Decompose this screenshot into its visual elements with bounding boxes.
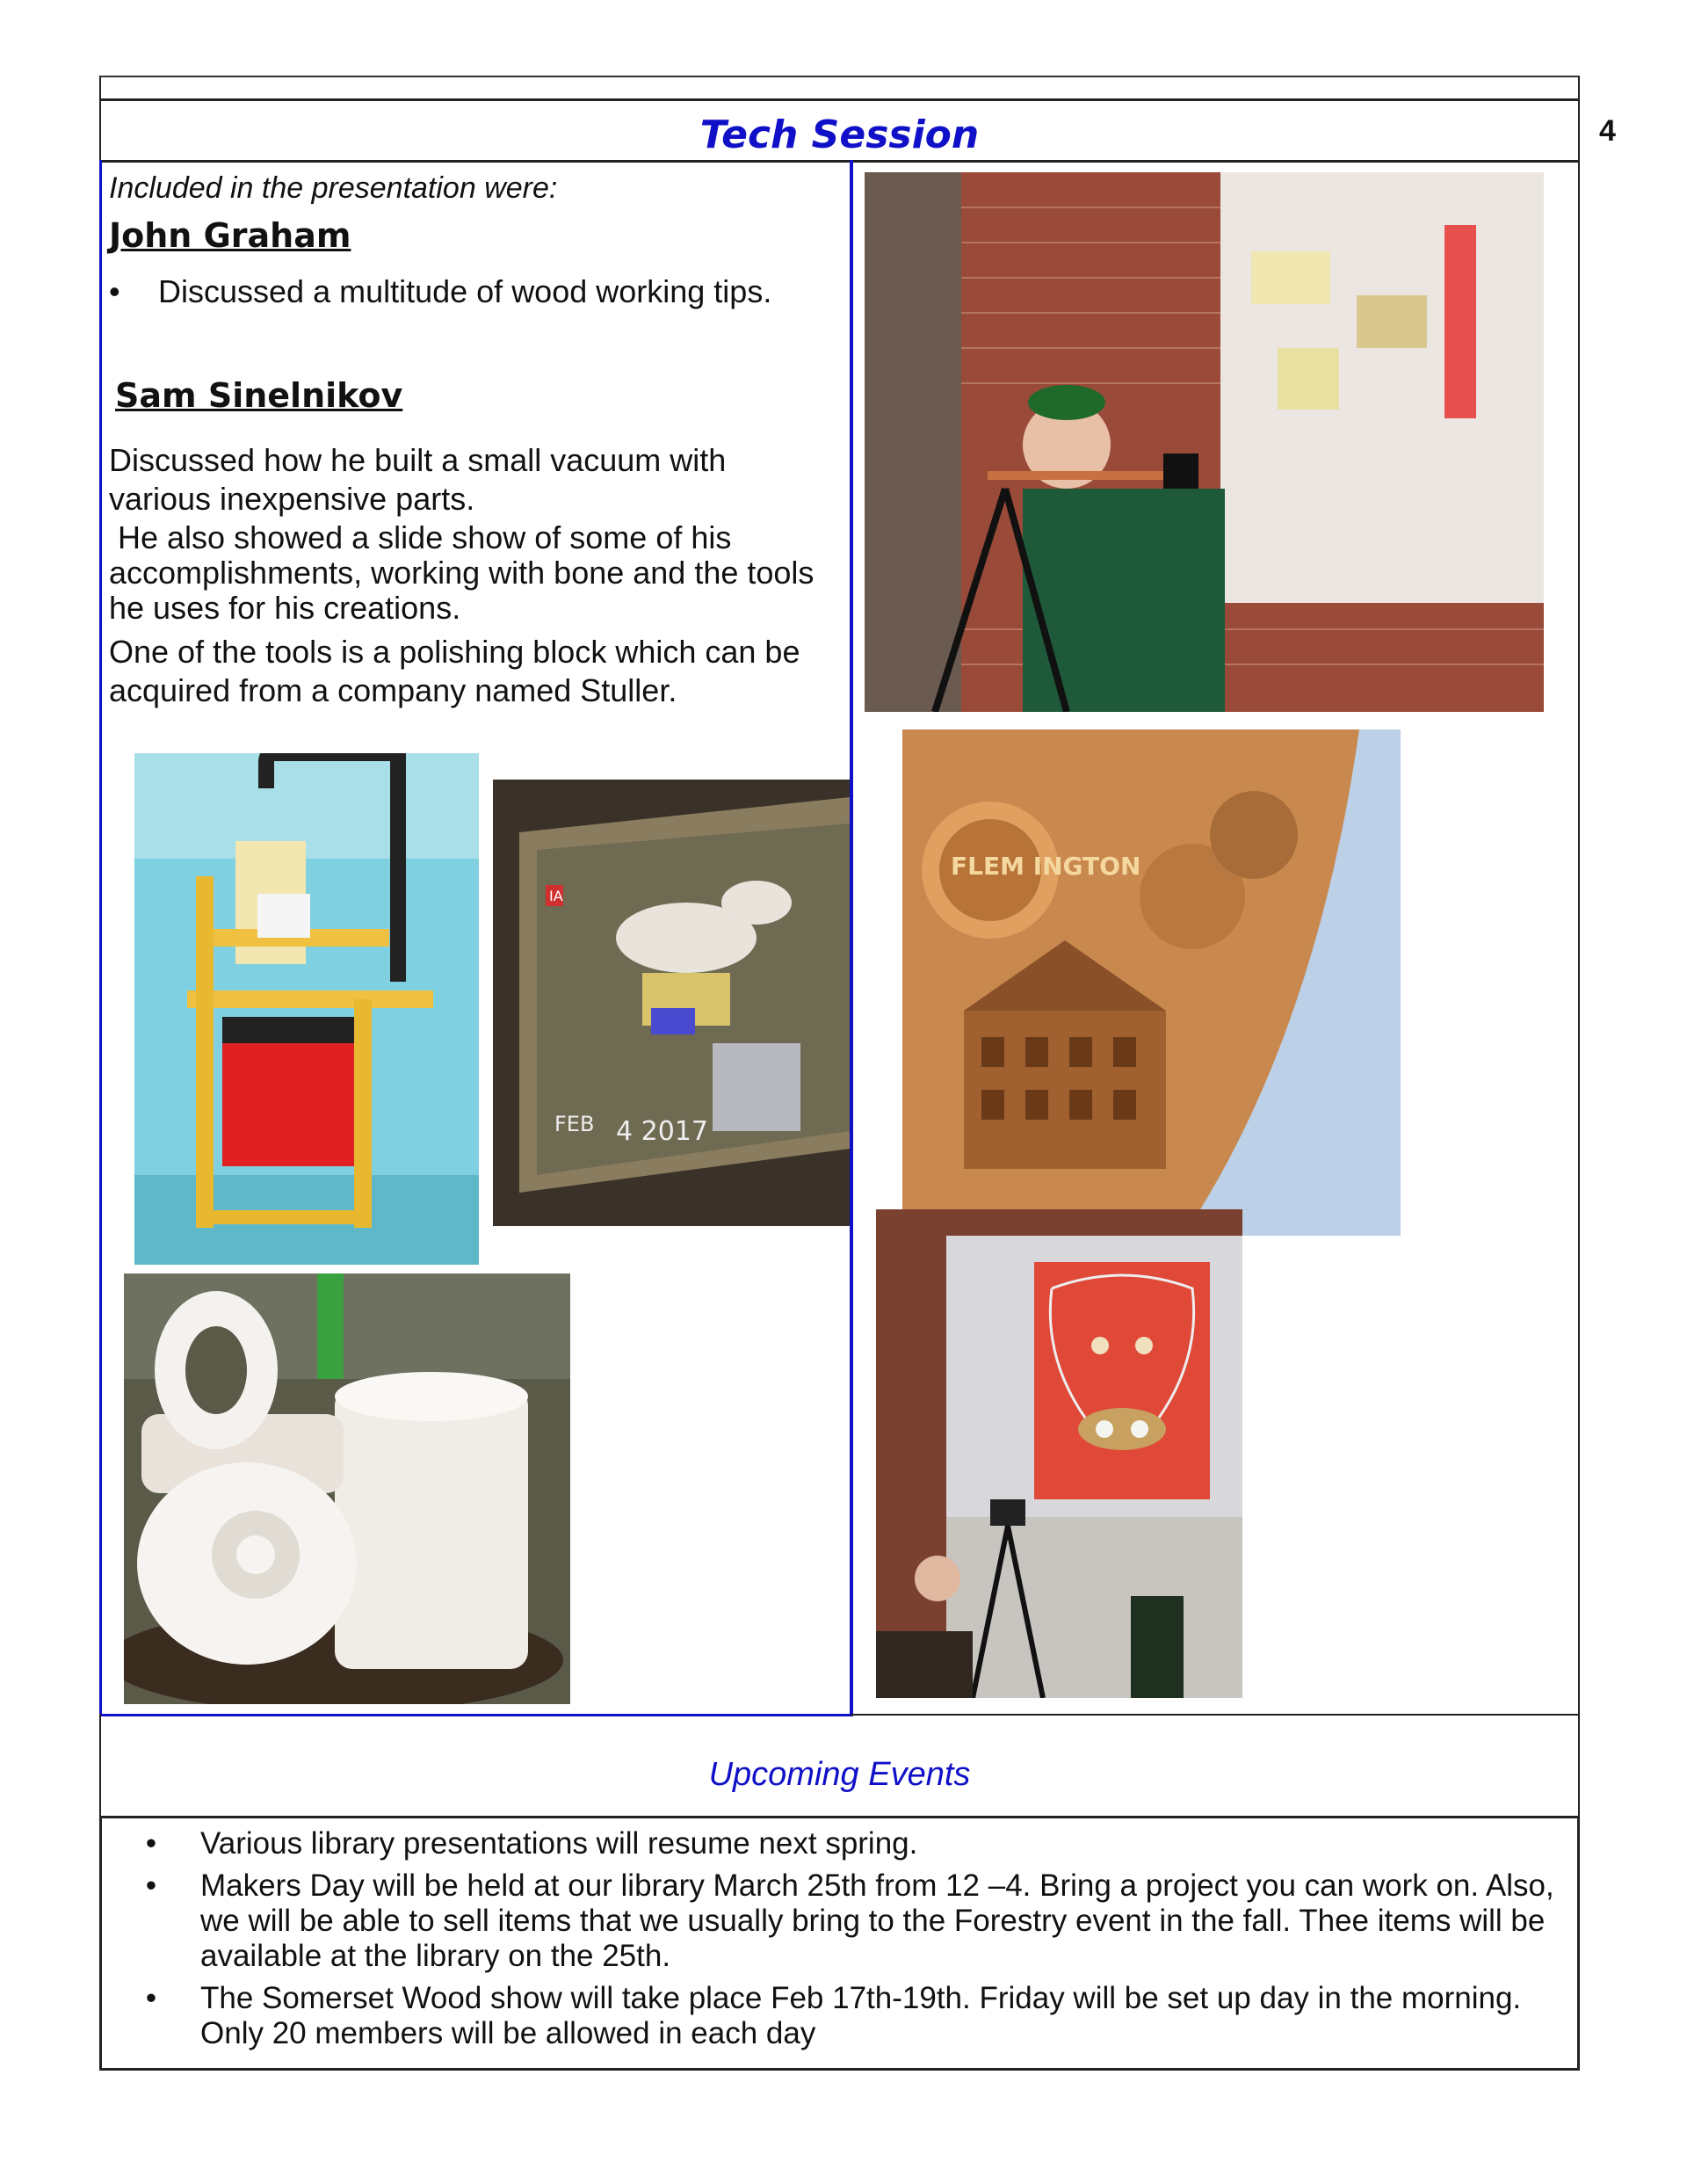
presenter-name-john-graham: John Graham [109, 216, 351, 255]
event-text: Various library presentations will resume next spring. [200, 1826, 918, 1861]
column-divider [850, 160, 853, 1716]
sam-paragraph-1: Discussed how he built a small vacuum with various inexpensive parts. [109, 442, 727, 517]
right-column-border [1578, 160, 1580, 1716]
left-column-border-bottom [99, 1714, 853, 1716]
presenter-name-sam-sinelnikov: Sam Sinelnikov [115, 376, 403, 415]
right-column-border-bottom [851, 1714, 1580, 1716]
sam-paragraph-2: He also showed a slide show of some of his accomplishments, working with bone and the tools he uses for his creations. [109, 519, 815, 626]
top-frame-line-2 [99, 98, 1580, 101]
photo-bone-carvings [124, 1273, 570, 1704]
event-text: The Somerset Wood show will take place Feb 17th-19th. Friday will be set up day in the morning. Only 20 members will be allowed in each day [200, 1981, 1522, 2050]
photo-vacuum-cart [134, 753, 479, 1265]
bullet-dot: • [109, 273, 120, 309]
event-text: Makers Day will be held at our library March 25th from 12 –4. Bring a project you can work on. Also, we will be able to sell items that we usually bring to the Forestry event in the fall. Thee items will be available at the library on the 25th. [200, 1868, 1554, 1973]
intro-text: Included in the presentation were: [109, 171, 558, 205]
photo-presenter [865, 172, 1544, 712]
page-number: 4 [1599, 114, 1616, 148]
event-item [102, 1826, 1560, 1861]
slide-badge: IA [549, 888, 563, 904]
bullet-dot: • [145, 1826, 157, 1861]
plaque-text: FLEM INGTON [951, 852, 1141, 881]
slide-caption-date: 4 2017 [616, 1116, 708, 1147]
event-item [102, 1868, 1560, 1974]
sam-paragraph-3: One of the tools is a polishing block which can be acquired from a company named Stuller. [109, 634, 800, 708]
slide-caption-month: FEB [554, 1112, 595, 1136]
left-column-border-left [99, 160, 102, 1716]
section-title-tech-session: Tech Session [699, 112, 980, 157]
photo-carved-plaque [902, 729, 1401, 1236]
event-item [102, 1981, 1560, 2051]
top-frame-line-1 [99, 76, 1580, 77]
john-graham-bullet-text: Discussed a multitude of wood working tips. [158, 273, 772, 309]
title-bottom-line [99, 160, 1580, 163]
bullet-dot: • [145, 1868, 157, 1903]
bullet-dot: • [145, 1981, 157, 2015]
photo-jewelry-slide [876, 1209, 1242, 1698]
events-list [102, 1826, 1560, 2058]
section-title-upcoming-events: Upcoming Events [708, 1756, 971, 1793]
john-graham-bullet [109, 272, 838, 311]
photo-slide-hands [493, 780, 850, 1226]
